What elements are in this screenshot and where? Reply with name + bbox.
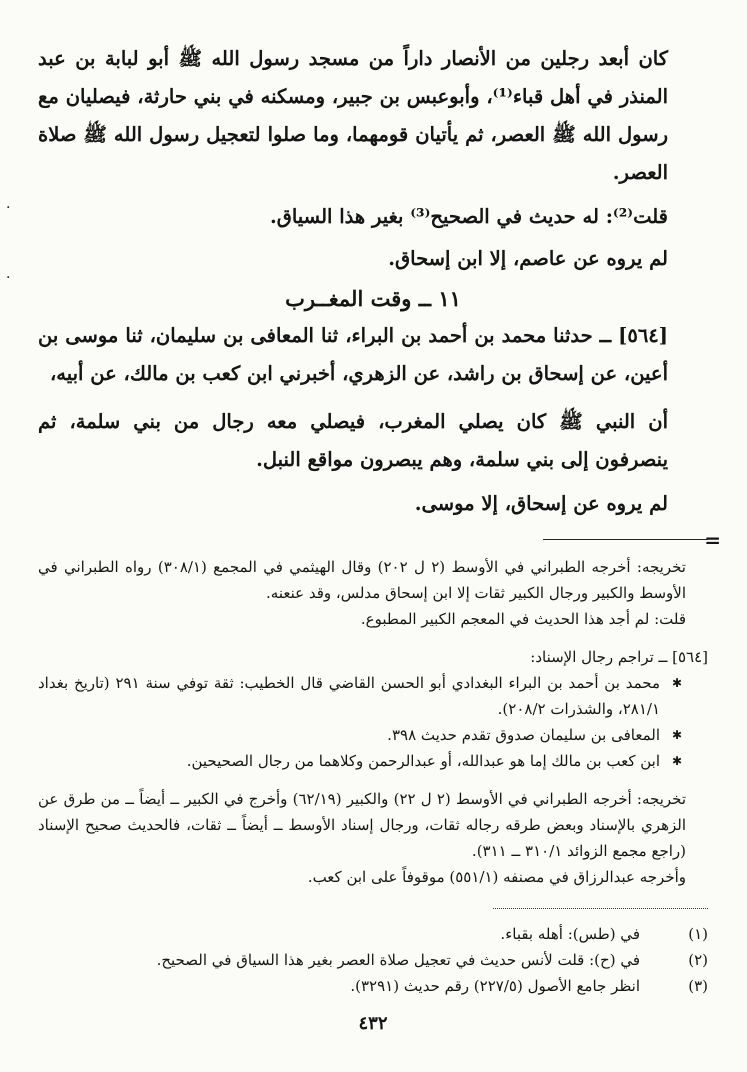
- bullet-item: ✱ محمد بن أحمد بن البراء البغدادي أبو الحسن القاضي قال الخطيب: ثقة توفي سنة ٢٩١ (تاريخ بغداد ٢٨١/١، والشذرات ٢٠٨/٢).: [38, 670, 686, 722]
- note: قلت: لم أجد هذا الحديث في المعجم الكبير المطبوع.: [360, 610, 686, 628]
- footnote-number: (٢): [688, 951, 708, 969]
- page-number: ٤٣٢: [358, 1013, 388, 1034]
- bullet-item: ✱ المعافى بن سليمان صدوق تقدم حديث ٣٩٨.: [38, 722, 686, 748]
- footnote-number: (١): [688, 925, 708, 943]
- margin-tick: ·: [6, 200, 11, 216]
- paragraph: قلت⁽²⁾: له حديث في الصحيح⁽³⁾ بغير هذا السياق.: [269, 205, 668, 228]
- hadith-matn: أن النبي ﷺ كان يصلي المغرب، فيصلي معه رجال من بني سلمة، ثم ينصرفون إلى بني سلمة، وهم يبصرون مواقع النبل.: [38, 410, 668, 471]
- footnote: [38, 921, 708, 947]
- footnote-text: في (طس): أهله بقباء.: [500, 925, 640, 943]
- footnote: [38, 947, 708, 973]
- note: تخريجه: أخرجه الطبراني في الأوسط (٢ ل ٢٢) والكبير (٦٢/١٩) وأخرج في الكبير ــ أيضاً ــ من طرق عن الزهري بالإسناد وبعض طرقه رجاله ثقات، ورجال إسناد الأوسط ــ أيضاً ــ ثقات، فالحديث صحيح الإسناد (راجع مجمع الزوائد ٣١٠/١ ــ ٣١١).: [38, 790, 687, 860]
- main-text: [38, 40, 708, 523]
- note: وأخرجه عبدالرزاق في مصنفه (٥٥١/١) موقوفاً على ابن كعب.: [307, 868, 686, 886]
- paragraph: لم يروه عن إسحاق، إلا موسى.: [414, 492, 668, 515]
- footnote-text: في (ح): قلت لأنس حديث في تعجيل صلاة العصر بغير هذا السياق في الصحيح.: [156, 951, 640, 969]
- footnote: [38, 973, 708, 999]
- note-heading: [٥٦٤] ــ تراجم رجال الإسناد:: [530, 648, 708, 666]
- hadith-isnad: [٥٦٤] ــ حدثنا محمد بن أحمد بن البراء، ثنا المعافى بن سليمان، ثنا موسى بن أعين، عن إسحاق بن راشد، عن الزهري، أخبرني ابن كعب بن مالك، عن أبيه،: [38, 324, 668, 385]
- note: تخريجه: أخرجه الطبراني في الأوسط (٢ ل ٢٠٢) وقال الهيثمي في المجمع (٣٠٨/١) رواه الطبراني في الأوسط والكبير ورجال الكبير ثقات إلا ابن إسحاق مدلس، وقد عنعنه.: [38, 558, 686, 602]
- footnote-number: (٣): [688, 977, 708, 995]
- page: [38, 40, 708, 1034]
- section-heading: ١١ ــ وقت المغــرب: [285, 286, 461, 311]
- equals-mark: =: [704, 528, 721, 552]
- commentary: [38, 554, 708, 890]
- footnote-text: انظر جامع الأصول (٢٢٧/٥) رقم حديث (٣٢٩١).: [350, 977, 640, 995]
- margin-tick: ·: [6, 270, 11, 286]
- bullet-item: ✱ ابن كعب بن مالك إما هو عبدالله، أو عبدالرحمن وكلاهما من رجال الصحيحين.: [38, 748, 686, 774]
- separator: [543, 539, 708, 540]
- footnote-separator: [493, 908, 708, 909]
- paragraph: كان أبعد رجلين من الأنصار داراً من مسجد رسول الله ﷺ أبو لبابة بن عبد المنذر في أهل قباء⁽¹⁾، وأبوعبس بن جبير، ومسكنه في بني حارثة، فيصليان مع رسول الله ﷺ العصر، ثم يأتيان قومهما، وما صلوا لتعجيل رسول الله ﷺ صلاة العصر.: [38, 47, 668, 184]
- paragraph: لم يروه عن عاصم، إلا ابن إسحاق.: [388, 247, 668, 270]
- footnotes: [38, 921, 708, 999]
